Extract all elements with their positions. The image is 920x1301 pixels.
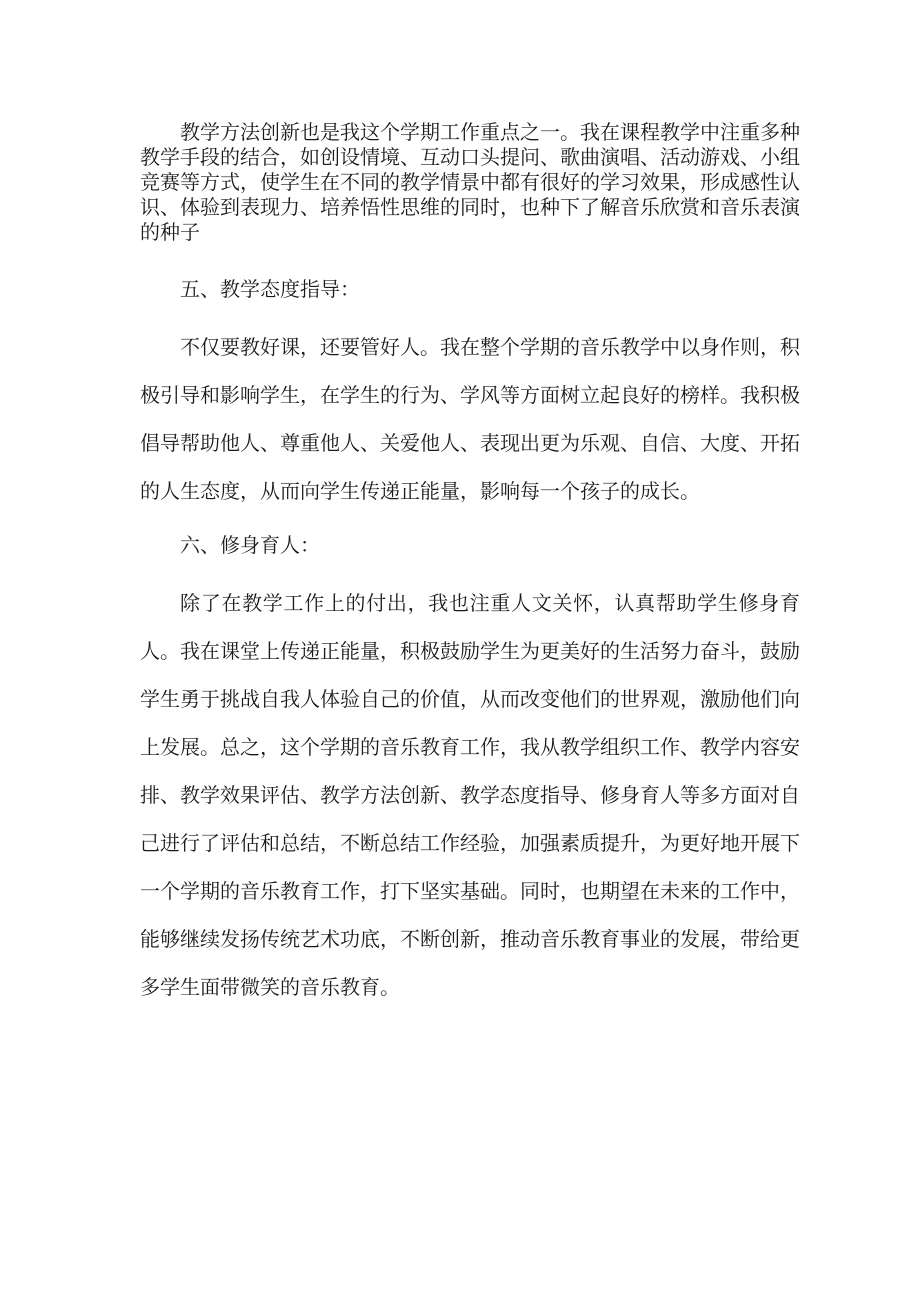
section-heading-moral-education: 六、修身育人： xyxy=(180,533,320,557)
paragraph-moral-education: 除了在教学工作上的付出，我也注重人文关怀，认真帮助学生修身育人。我在课堂上传递正能量，积极鼓励学生为更美好的生活努力奋斗，鼓励学生勇于挑战自我人体验自己的价值，从而改变他们的世界观，激励他们向上发展。总之，这个学期的音乐教育工作，我从教学组织工作、教学内容安排、教学效果评估、教学方法创新、教学态度指导、修身育人等多方面对自己进行了评估和总结，不断总结工作经验，加强素质提升，为更好地开展下一个学期的音乐教育工作，打下坚实基础。同时，也期望在未来的工作中，能够继续发扬传统艺术功底，不断创新，推动音乐教育事业的发展，带给更多学生面带微笑的音乐教育。 xyxy=(140,591,800,999)
paragraph-teaching-attitude: 不仅要教好课，还要管好人。我在整个学期的音乐教学中以身作则，积极引导和影响学生，在学生的行为、学风等方面树立起良好的榜样。我积极倡导帮助他人、尊重他人、关爱他人、表现出更为乐观、自信、大度、开拓的人生态度，从而向学生传递正能量，影响每一个孩子的成长。 xyxy=(140,335,800,503)
document-page xyxy=(140,120,800,1011)
section-heading-teaching-attitude: 五、教学态度指导： xyxy=(180,277,360,301)
paragraph-teaching-method-innovation: 教学方法创新也是我这个学期工作重点之一。我在课程教学中注重多种教学手段的结合，如创设情境、互动口头提问、歌曲演唱、活动游戏、小组竞赛等方式，使学生在不同的教学情景中都有很好的学习效果，形成感性认识、体验到表现力、培养悟性思维的同时，也种下了解音乐欣赏和音乐表演的种子 xyxy=(140,120,800,244)
